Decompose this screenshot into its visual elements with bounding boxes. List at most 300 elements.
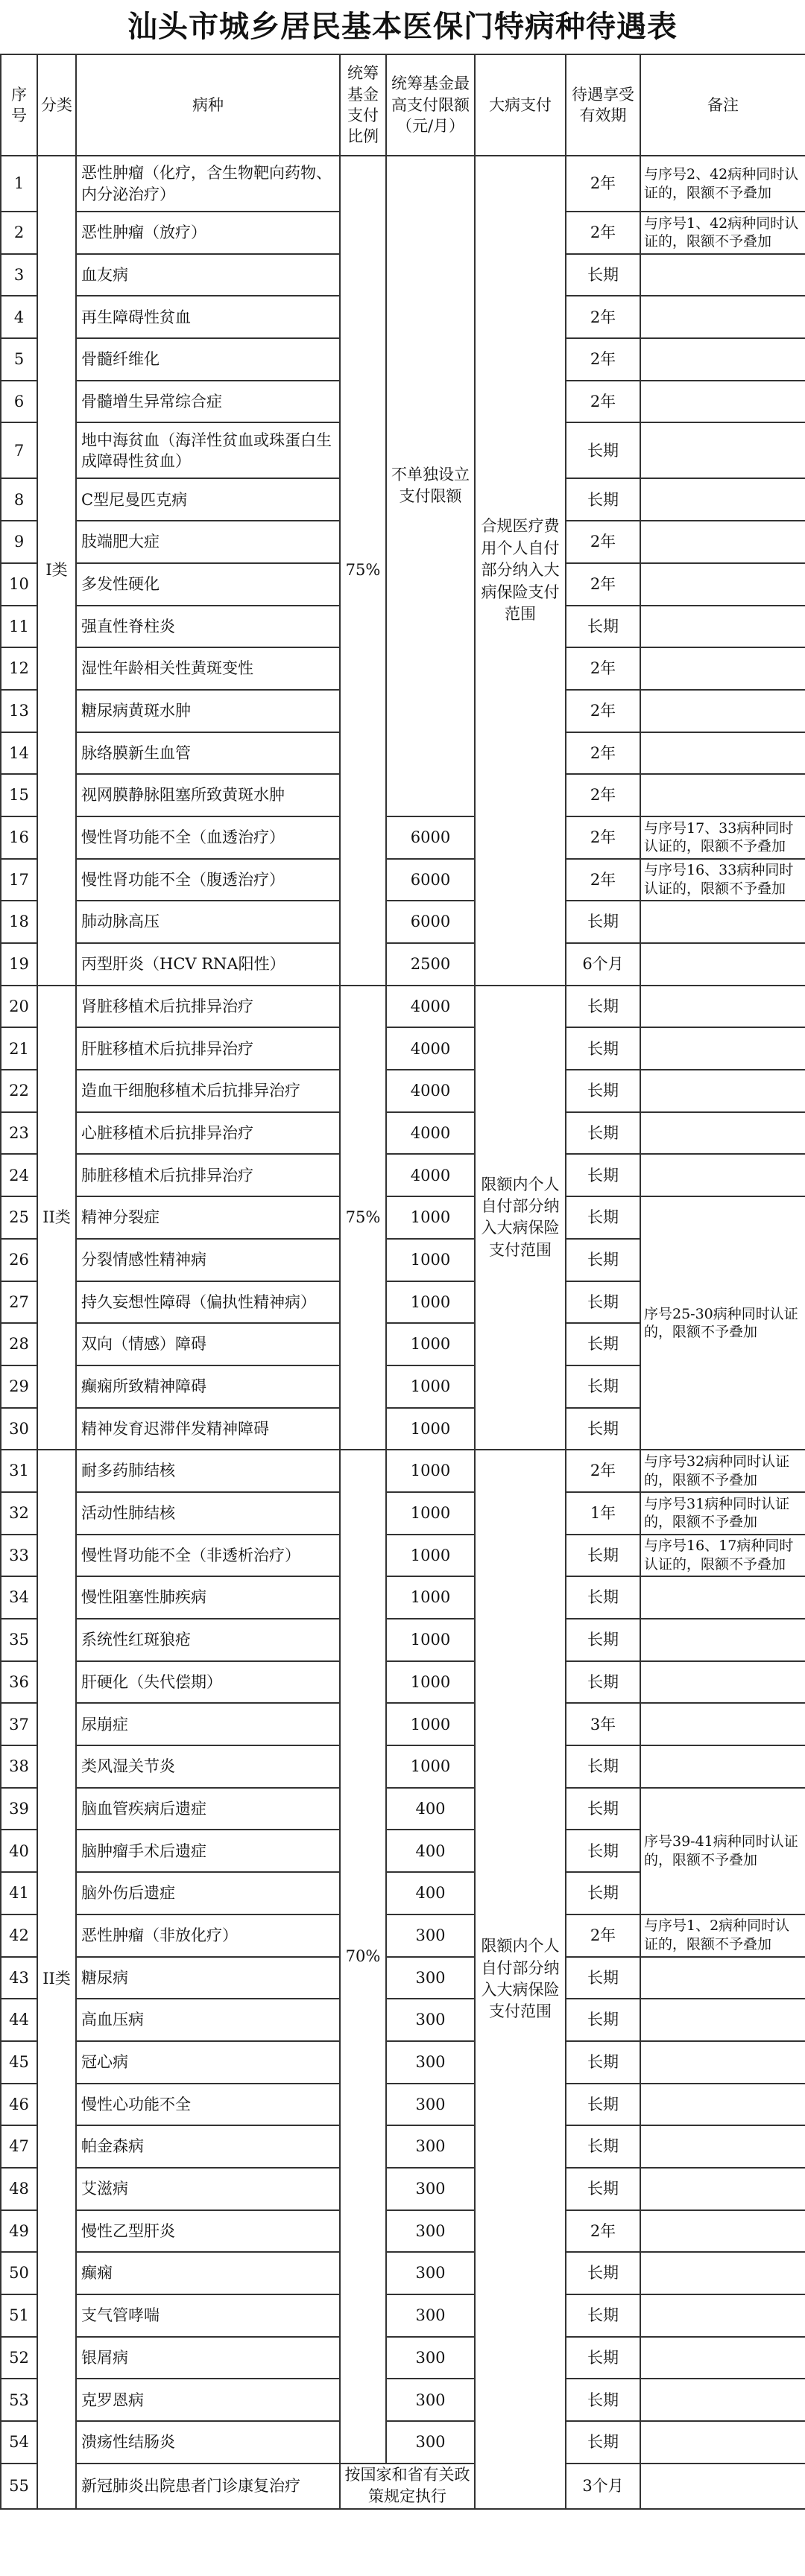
period-value: 3个月 xyxy=(566,2464,640,2509)
table-row xyxy=(1,1745,805,1788)
row-seq: 21 xyxy=(1,1027,37,1070)
disease-name: 溃疡性结肠炎 xyxy=(76,2421,340,2464)
period-value: 长期 xyxy=(566,1535,640,1577)
period-value: 长期 xyxy=(566,2041,640,2084)
ratio-cell: 75% xyxy=(340,156,386,986)
row-seq: 36 xyxy=(1,1661,37,1704)
disease-name: 系统性红斑狼疮 xyxy=(76,1619,340,1661)
period-value: 长期 xyxy=(566,1788,640,1830)
row-seq: 10 xyxy=(1,563,37,606)
limit-value: 300 xyxy=(386,1999,475,2041)
disease-name: 骨髓纤维化 xyxy=(76,338,340,381)
row-seq: 32 xyxy=(1,1492,37,1535)
period-value: 长期 xyxy=(566,1112,640,1155)
disease-name: 湿性年龄相关性黄斑变性 xyxy=(76,647,340,690)
note-cell-empty xyxy=(640,563,805,606)
limit-value: 300 xyxy=(386,2084,475,2126)
disease-name: 丙型肝炎（HCV RNA阳性） xyxy=(76,943,340,986)
disease-name: 帕金森病 xyxy=(76,2125,340,2168)
note-cell-empty xyxy=(640,1027,805,1070)
disease-name: 脑肿瘤手术后遗症 xyxy=(76,1830,340,1872)
row-seq: 14 xyxy=(1,732,37,775)
note-cell-empty xyxy=(640,1745,805,1788)
table-row xyxy=(1,2294,805,2337)
row-seq: 17 xyxy=(1,859,37,901)
note-cell-empty xyxy=(640,296,805,338)
row-seq: 22 xyxy=(1,1070,37,1112)
table-row xyxy=(1,1661,805,1704)
row-seq: 13 xyxy=(1,690,37,732)
table-row xyxy=(1,156,805,212)
disease-name: 慢性心功能不全 xyxy=(76,2084,340,2126)
row-seq: 1 xyxy=(1,156,37,212)
class-cell: II类 xyxy=(37,1450,76,2508)
disease-name: 慢性肾功能不全（非透析治疗） xyxy=(76,1535,340,1577)
limit-value: 300 xyxy=(386,2379,475,2421)
limit-value: 300 xyxy=(386,1914,475,1957)
disease-name: 脑外伤后遗症 xyxy=(76,1872,340,1914)
disease-name: 地中海贫血（海洋性贫血或珠蛋白生成障碍性贫血） xyxy=(76,422,340,478)
table-row xyxy=(1,816,805,859)
disease-name: 冠心病 xyxy=(76,2041,340,2084)
note-cell-empty xyxy=(640,2084,805,2126)
table-row xyxy=(1,943,805,986)
note-cell-empty xyxy=(640,690,805,732)
note-cell-empty xyxy=(640,1619,805,1661)
limit-value: 1000 xyxy=(386,1450,475,1492)
row-seq: 35 xyxy=(1,1619,37,1661)
header-disease: 病种 xyxy=(76,54,340,156)
period-value: 2年 xyxy=(566,774,640,816)
disease-name: 克罗恩病 xyxy=(76,2379,340,2421)
note-cell: 与序号31病种同时认证的，限额不予叠加 xyxy=(640,1492,805,1535)
period-value: 长期 xyxy=(566,1576,640,1619)
table-body xyxy=(1,156,805,2509)
period-value: 2年 xyxy=(566,381,640,423)
table-row xyxy=(1,1576,805,1619)
period-value: 2年 xyxy=(566,647,640,690)
row-seq: 26 xyxy=(1,1239,37,1281)
table-row xyxy=(1,859,805,901)
disease-name: 双向（情感）障碍 xyxy=(76,1323,340,1365)
period-value: 2年 xyxy=(566,732,640,775)
disease-name: 恶性肿瘤（化疗，含生物靶向药物、内分泌治疗） xyxy=(76,156,340,212)
note-cell-empty xyxy=(640,2337,805,2379)
note-cell: 与序号16、17病种同时认证的，限额不予叠加 xyxy=(640,1535,805,1577)
disease-name: 多发性硬化 xyxy=(76,563,340,606)
class-cell: II类 xyxy=(37,986,76,1450)
period-value: 长期 xyxy=(566,2125,640,2168)
limit-value: 300 xyxy=(386,2125,475,2168)
limit-value: 4000 xyxy=(386,1112,475,1155)
disease-name: 慢性肾功能不全（腹透治疗） xyxy=(76,859,340,901)
note-cell: 与序号17、33病种同时认证的，限额不予叠加 xyxy=(640,816,805,859)
disease-name: 糖尿病 xyxy=(76,1957,340,1999)
note-cell-empty xyxy=(640,732,805,775)
limit-value: 400 xyxy=(386,1872,475,1914)
note-cell-empty xyxy=(640,2210,805,2253)
period-value: 长期 xyxy=(566,1408,640,1450)
page-title: 汕头市城乡居民基本医保门特病种待遇表 xyxy=(127,9,678,44)
row-seq: 52 xyxy=(1,2337,37,2379)
disease-name: 糖尿病黄斑水肿 xyxy=(76,690,340,732)
limit-value: 1000 xyxy=(386,1323,475,1365)
row-seq: 3 xyxy=(1,254,37,296)
row-seq: 51 xyxy=(1,2294,37,2337)
period-value: 长期 xyxy=(566,478,640,521)
limit-value: 300 xyxy=(386,2294,475,2337)
table-row xyxy=(1,2252,805,2294)
row-seq: 16 xyxy=(1,816,37,859)
table-row xyxy=(1,1196,805,1239)
row-seq: 46 xyxy=(1,2084,37,2126)
row-seq: 28 xyxy=(1,1323,37,1365)
period-value: 2年 xyxy=(566,212,640,254)
note-cell-empty xyxy=(640,1999,805,2041)
row-seq: 40 xyxy=(1,1830,37,1872)
table-row xyxy=(1,1957,805,1999)
note-cell: 与序号1、2病种同时认证的，限额不予叠加 xyxy=(640,1914,805,1957)
note-cell-empty xyxy=(640,2421,805,2464)
period-value: 长期 xyxy=(566,1830,640,1872)
note-cell-empty xyxy=(640,2294,805,2337)
table-row xyxy=(1,1703,805,1745)
row-seq: 5 xyxy=(1,338,37,381)
note-cell: 序号39-41病种同时认证的，限额不予叠加 xyxy=(640,1788,805,1914)
period-value: 长期 xyxy=(566,1027,640,1070)
disease-name: C型尼曼匹克病 xyxy=(76,478,340,521)
disease-name: 精神发育迟滞伴发精神障碍 xyxy=(76,1408,340,1450)
ratio-cell: 按国家和省有关政策规定执行 xyxy=(340,2464,475,2509)
disease-name: 骨髓增生异常综合症 xyxy=(76,381,340,423)
table-row xyxy=(1,1619,805,1661)
disease-name: 癫痫 xyxy=(76,2252,340,2294)
disease-name: 强直性脊柱炎 xyxy=(76,606,340,648)
disease-name: 活动性肺结核 xyxy=(76,1492,340,1535)
limit-value: 6000 xyxy=(386,816,475,859)
limit-value: 1000 xyxy=(386,1619,475,1661)
limit-value: 300 xyxy=(386,1957,475,1999)
row-seq: 23 xyxy=(1,1112,37,1155)
row-seq: 41 xyxy=(1,1872,37,1914)
note-cell-empty xyxy=(640,606,805,648)
limit-value: 1000 xyxy=(386,1196,475,1239)
note-cell-empty xyxy=(640,1154,805,1196)
period-value: 2年 xyxy=(566,2210,640,2253)
table-row xyxy=(1,1914,805,1957)
limit-value: 400 xyxy=(386,1830,475,1872)
period-value: 3年 xyxy=(566,1703,640,1745)
class-cell: I类 xyxy=(37,156,76,986)
period-value: 2年 xyxy=(566,296,640,338)
period-value: 2年 xyxy=(566,156,640,212)
disease-name: 脑血管疾病后遗症 xyxy=(76,1788,340,1830)
row-seq: 11 xyxy=(1,606,37,648)
row-seq: 42 xyxy=(1,1914,37,1957)
major-illness-cell: 合规医疗费用个人自付部分纳入大病保险支付范围 xyxy=(475,156,566,986)
period-value: 长期 xyxy=(566,1281,640,1324)
period-value: 长期 xyxy=(566,1957,640,1999)
table-row xyxy=(1,2421,805,2464)
disease-name: 高血压病 xyxy=(76,1999,340,2041)
disease-name: 恶性肿瘤（非放化疗） xyxy=(76,1914,340,1957)
row-seq: 31 xyxy=(1,1450,37,1492)
major-illness-cell: 限额内个人自付部分纳入大病保险支付范围 xyxy=(475,986,566,1450)
note-cell: 与序号1、42病种同时认证的，限额不予叠加 xyxy=(640,212,805,254)
period-value: 长期 xyxy=(566,254,640,296)
limit-value: 300 xyxy=(386,2421,475,2464)
header-period: 待遇享受有效期 xyxy=(566,54,640,156)
limit-value: 6000 xyxy=(386,901,475,943)
note-cell-empty xyxy=(640,1957,805,1999)
limit-value: 300 xyxy=(386,2210,475,2253)
note-cell-empty xyxy=(640,338,805,381)
row-seq: 2 xyxy=(1,212,37,254)
period-value: 长期 xyxy=(566,2252,640,2294)
table-row xyxy=(1,1027,805,1070)
period-value: 长期 xyxy=(566,2379,640,2421)
note-cell-empty xyxy=(640,2252,805,2294)
disease-name: 心脏移植术后抗排异治疗 xyxy=(76,1112,340,1155)
limit-value: 1000 xyxy=(386,1535,475,1577)
period-value: 2年 xyxy=(566,816,640,859)
limit-value: 1000 xyxy=(386,1281,475,1324)
row-seq: 34 xyxy=(1,1576,37,1619)
period-value: 2年 xyxy=(566,690,640,732)
limit-value: 400 xyxy=(386,1788,475,1830)
limit-value: 1000 xyxy=(386,1365,475,1408)
period-value: 2年 xyxy=(566,859,640,901)
limit-value: 4000 xyxy=(386,1027,475,1070)
row-seq: 43 xyxy=(1,1957,37,1999)
header-row xyxy=(1,54,805,156)
row-seq: 4 xyxy=(1,296,37,338)
limit-value: 300 xyxy=(386,2337,475,2379)
note-cell-empty xyxy=(640,521,805,563)
period-value: 长期 xyxy=(566,1999,640,2041)
disease-name: 脉络膜新生血管 xyxy=(76,732,340,775)
period-value: 长期 xyxy=(566,986,640,1028)
disease-name: 类风湿关节炎 xyxy=(76,1745,340,1788)
note-cell: 与序号16、33病种同时认证的，限额不予叠加 xyxy=(640,859,805,901)
row-seq: 45 xyxy=(1,2041,37,2084)
row-seq: 49 xyxy=(1,2210,37,2253)
table-row xyxy=(1,2041,805,2084)
note-cell-empty xyxy=(640,254,805,296)
note-cell-empty xyxy=(640,1070,805,1112)
table-row xyxy=(1,1788,805,1830)
table-row xyxy=(1,2379,805,2421)
period-value: 长期 xyxy=(566,901,640,943)
period-value: 长期 xyxy=(566,1619,640,1661)
note-cell-empty xyxy=(640,478,805,521)
limit-value: 300 xyxy=(386,2252,475,2294)
table-row xyxy=(1,986,805,1028)
table-row xyxy=(1,1112,805,1155)
period-value: 长期 xyxy=(566,1070,640,1112)
row-seq: 27 xyxy=(1,1281,37,1324)
note-cell-empty xyxy=(640,1703,805,1745)
note-cell-empty xyxy=(640,1112,805,1155)
period-value: 长期 xyxy=(566,1365,640,1408)
limit-value: 1000 xyxy=(386,1661,475,1704)
benefit-table xyxy=(0,54,805,2510)
header-major: 大病支付 xyxy=(475,54,566,156)
note-cell-empty xyxy=(640,1661,805,1704)
period-value: 长期 xyxy=(566,2337,640,2379)
row-seq: 9 xyxy=(1,521,37,563)
note-cell-empty xyxy=(640,422,805,478)
period-value: 长期 xyxy=(566,2294,640,2337)
row-seq: 29 xyxy=(1,1365,37,1408)
ratio-cell: 75% xyxy=(340,986,386,1450)
table-row xyxy=(1,2084,805,2126)
limit-value: 4000 xyxy=(386,1070,475,1112)
disease-name: 造血干细胞移植术后抗排异治疗 xyxy=(76,1070,340,1112)
table-row xyxy=(1,1154,805,1196)
row-seq: 6 xyxy=(1,381,37,423)
table-row xyxy=(1,2464,805,2509)
note-cell-empty xyxy=(640,774,805,816)
row-seq: 38 xyxy=(1,1745,37,1788)
row-seq: 8 xyxy=(1,478,37,521)
disease-name: 恶性肿瘤（放疗） xyxy=(76,212,340,254)
disease-name: 新冠肺炎出院患者门诊康复治疗 xyxy=(76,2464,340,2509)
disease-name: 尿崩症 xyxy=(76,1703,340,1745)
table-row xyxy=(1,901,805,943)
limit-value: 4000 xyxy=(386,1154,475,1196)
note-cell-empty xyxy=(640,2379,805,2421)
ratio-cell: 70% xyxy=(340,1450,386,2464)
table-row xyxy=(1,1535,805,1577)
row-seq: 25 xyxy=(1,1196,37,1239)
limit-value: 1000 xyxy=(386,1239,475,1281)
note-cell-empty xyxy=(640,2168,805,2210)
disease-name: 慢性乙型肝炎 xyxy=(76,2210,340,2253)
row-seq: 53 xyxy=(1,2379,37,2421)
table-row xyxy=(1,2125,805,2168)
disease-name: 慢性肾功能不全（血透治疗） xyxy=(76,816,340,859)
row-seq: 18 xyxy=(1,901,37,943)
period-value: 长期 xyxy=(566,1154,640,1196)
row-seq: 39 xyxy=(1,1788,37,1830)
disease-name: 肝脏移植术后抗排异治疗 xyxy=(76,1027,340,1070)
disease-name: 艾滋病 xyxy=(76,2168,340,2210)
period-value: 2年 xyxy=(566,521,640,563)
limit-value: 1000 xyxy=(386,1492,475,1535)
period-value: 2年 xyxy=(566,563,640,606)
disease-name: 血友病 xyxy=(76,254,340,296)
table-row xyxy=(1,2337,805,2379)
table-row xyxy=(1,1070,805,1112)
row-seq: 24 xyxy=(1,1154,37,1196)
note-cell-empty xyxy=(640,1576,805,1619)
limit-value: 1000 xyxy=(386,1408,475,1450)
note-cell-empty xyxy=(640,943,805,986)
disease-name: 肢端肥大症 xyxy=(76,521,340,563)
note-cell: 与序号32病种同时认证的，限额不予叠加 xyxy=(640,1450,805,1492)
period-value: 长期 xyxy=(566,1239,640,1281)
period-value: 2年 xyxy=(566,1450,640,1492)
period-value: 长期 xyxy=(566,1872,640,1914)
limit-value: 4000 xyxy=(386,986,475,1028)
period-value: 6个月 xyxy=(566,943,640,986)
period-value: 长期 xyxy=(566,2168,640,2210)
limit-value: 300 xyxy=(386,2041,475,2084)
disease-name: 再生障碍性贫血 xyxy=(76,296,340,338)
row-seq: 48 xyxy=(1,2168,37,2210)
table-row xyxy=(1,2168,805,2210)
period-value: 长期 xyxy=(566,2084,640,2126)
note-cell-empty xyxy=(640,2464,805,2509)
disease-name: 持久妄想性障碍（偏执性精神病） xyxy=(76,1281,340,1324)
disease-name: 肺脏移植术后抗排异治疗 xyxy=(76,1154,340,1196)
row-seq: 20 xyxy=(1,986,37,1028)
row-seq: 54 xyxy=(1,2421,37,2464)
row-seq: 12 xyxy=(1,647,37,690)
row-seq: 19 xyxy=(1,943,37,986)
disease-name: 银屑病 xyxy=(76,2337,340,2379)
disease-name: 肺动脉高压 xyxy=(76,901,340,943)
note-cell-empty xyxy=(640,2041,805,2084)
row-seq: 7 xyxy=(1,422,37,478)
period-value: 长期 xyxy=(566,1745,640,1788)
disease-name: 视网膜静脉阻塞所致黄斑水肿 xyxy=(76,774,340,816)
row-seq: 50 xyxy=(1,2252,37,2294)
table-row xyxy=(1,1999,805,2041)
disease-name: 耐多药肺结核 xyxy=(76,1450,340,1492)
note-cell-empty xyxy=(640,381,805,423)
disease-name: 肝硬化（失代偿期） xyxy=(76,1661,340,1704)
note-cell-empty xyxy=(640,647,805,690)
major-illness-cell: 限额内个人自付部分纳入大病保险支付范围 xyxy=(475,1450,566,2508)
header-note: 备注 xyxy=(640,54,805,156)
row-seq: 44 xyxy=(1,1999,37,2041)
disease-name: 肾脏移植术后抗排异治疗 xyxy=(76,986,340,1028)
limit-value: 1000 xyxy=(386,1703,475,1745)
row-seq: 15 xyxy=(1,774,37,816)
note-cell: 序号25-30病种同时认证的，限额不予叠加 xyxy=(640,1196,805,1450)
period-value: 1年 xyxy=(566,1492,640,1535)
limit-value: 300 xyxy=(386,2168,475,2210)
note-cell-empty xyxy=(640,901,805,943)
note-cell: 与序号2、42病种同时认证的，限额不予叠加 xyxy=(640,156,805,212)
period-value: 2年 xyxy=(566,1914,640,1957)
period-value: 2年 xyxy=(566,338,640,381)
row-seq: 33 xyxy=(1,1535,37,1577)
header-seq: 序号 xyxy=(1,54,37,156)
limit-value: 2500 xyxy=(386,943,475,986)
table-row xyxy=(1,2210,805,2253)
disease-name: 支气管哮喘 xyxy=(76,2294,340,2337)
limit-cell: 不单独设立支付限额 xyxy=(386,156,475,816)
row-seq: 55 xyxy=(1,2464,37,2509)
table-row xyxy=(1,1450,805,1492)
disease-name: 慢性阻塞性肺疾病 xyxy=(76,1576,340,1619)
row-seq: 47 xyxy=(1,2125,37,2168)
period-value: 长期 xyxy=(566,1661,640,1704)
row-seq: 37 xyxy=(1,1703,37,1745)
period-value: 长期 xyxy=(566,1323,640,1365)
limit-value: 6000 xyxy=(386,859,475,901)
period-value: 长期 xyxy=(566,422,640,478)
header-ratio: 统筹基金支付比例 xyxy=(340,54,386,156)
period-value: 长期 xyxy=(566,606,640,648)
period-value: 长期 xyxy=(566,1196,640,1239)
limit-value: 1000 xyxy=(386,1576,475,1619)
row-seq: 30 xyxy=(1,1408,37,1450)
header-limit: 统筹基金最高支付限额（元/月） xyxy=(386,54,475,156)
